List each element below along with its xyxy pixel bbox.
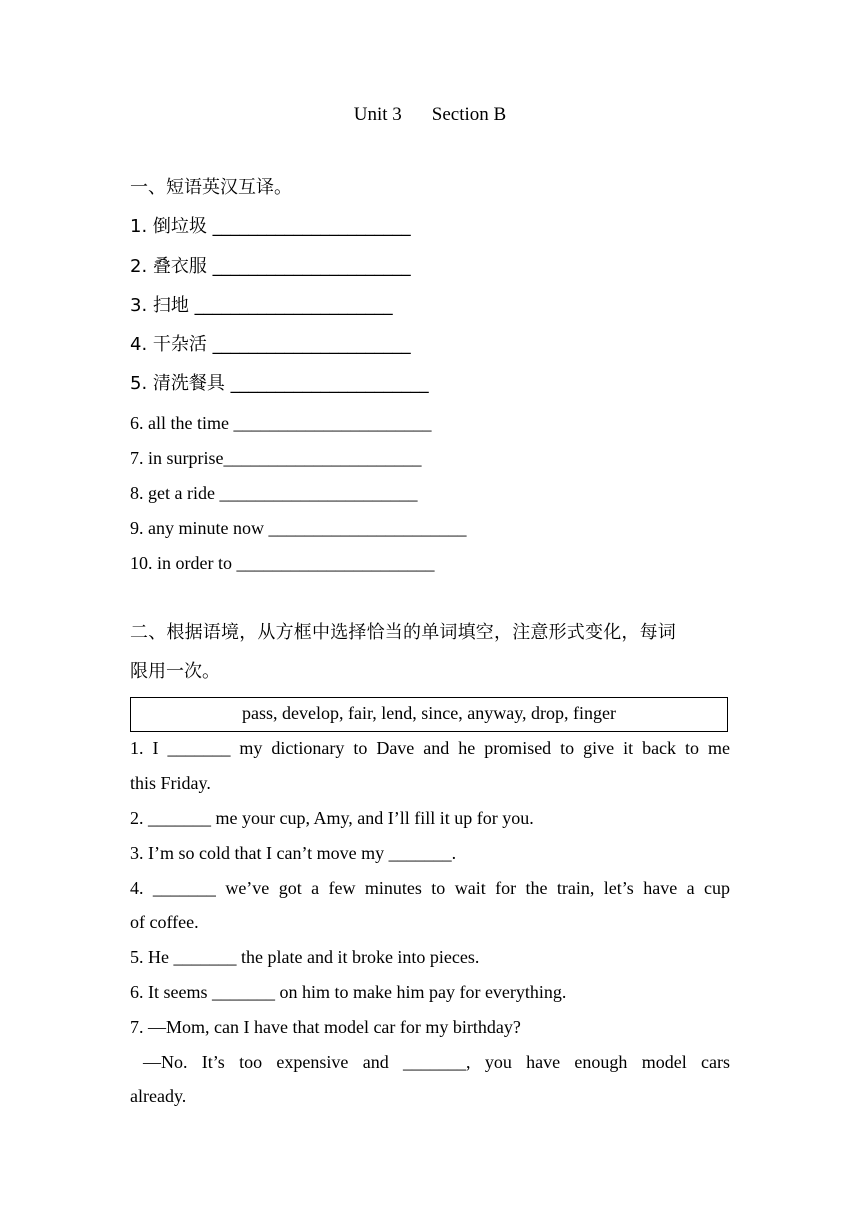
part2-heading: 二、根据语境，从方框中选择恰当的单词填空，注意形式变化，每词 <box>130 622 676 643</box>
sentence-line: 4. _______ we’ve got a few minutes to wait for the train, let’s have a cup <box>130 878 730 898</box>
phrase-item: 7. in surprise______________________ <box>130 448 422 468</box>
sentence-line: 7. —Mom, can I have that model car for my birthday? <box>130 1017 521 1037</box>
phrase-item: 8. get a ride ______________________ <box>130 483 418 503</box>
sentence-line: this Friday. <box>130 773 211 793</box>
phrase-item: 6. all the time ______________________ <box>130 413 432 433</box>
sentence-line: already. <box>130 1086 187 1106</box>
sentence-line: —No. It’s too expensive and _______, you have enough model cars <box>143 1052 730 1072</box>
sentence-line: of coffee. <box>130 912 199 932</box>
phrase-item: 2. 叠衣服 ______________________ <box>130 256 411 277</box>
phrase-item: 4. 干杂活 ______________________ <box>130 334 411 355</box>
phrase-item: 9. any minute now ______________________ <box>130 518 467 538</box>
part2-heading-cont: 限用一次。 <box>130 661 220 682</box>
phrase-item: 1. 倒垃圾 ______________________ <box>130 216 411 237</box>
sentence-line: 2. _______ me your cup, Amy, and I’ll fill it up for you. <box>130 808 534 828</box>
word-bank-box: pass, develop, fair, lend, since, anyway, drop, finger <box>130 697 728 732</box>
part1-heading: 一、短语英汉互译。 <box>130 177 292 198</box>
page-title <box>0 104 860 126</box>
phrase-item: 10. in order to ______________________ <box>130 553 435 573</box>
phrase-item: 3. 扫地 ______________________ <box>130 295 393 316</box>
sentence-line: 5. He _______ the plate and it broke into pieces. <box>130 947 480 967</box>
phrase-item: 5. 清洗餐具 ______________________ <box>130 373 429 394</box>
sentence-line: 3. I’m so cold that I can’t move my _______. <box>130 843 457 863</box>
section-label: Section B <box>431 104 507 125</box>
unit-label: Unit 3 <box>353 104 402 125</box>
sentence-line: 1. I _______ my dictionary to Dave and he promised to give it back to me <box>130 738 730 758</box>
sentence-line: 6. It seems _______ on him to make him pay for everything. <box>130 982 567 1002</box>
